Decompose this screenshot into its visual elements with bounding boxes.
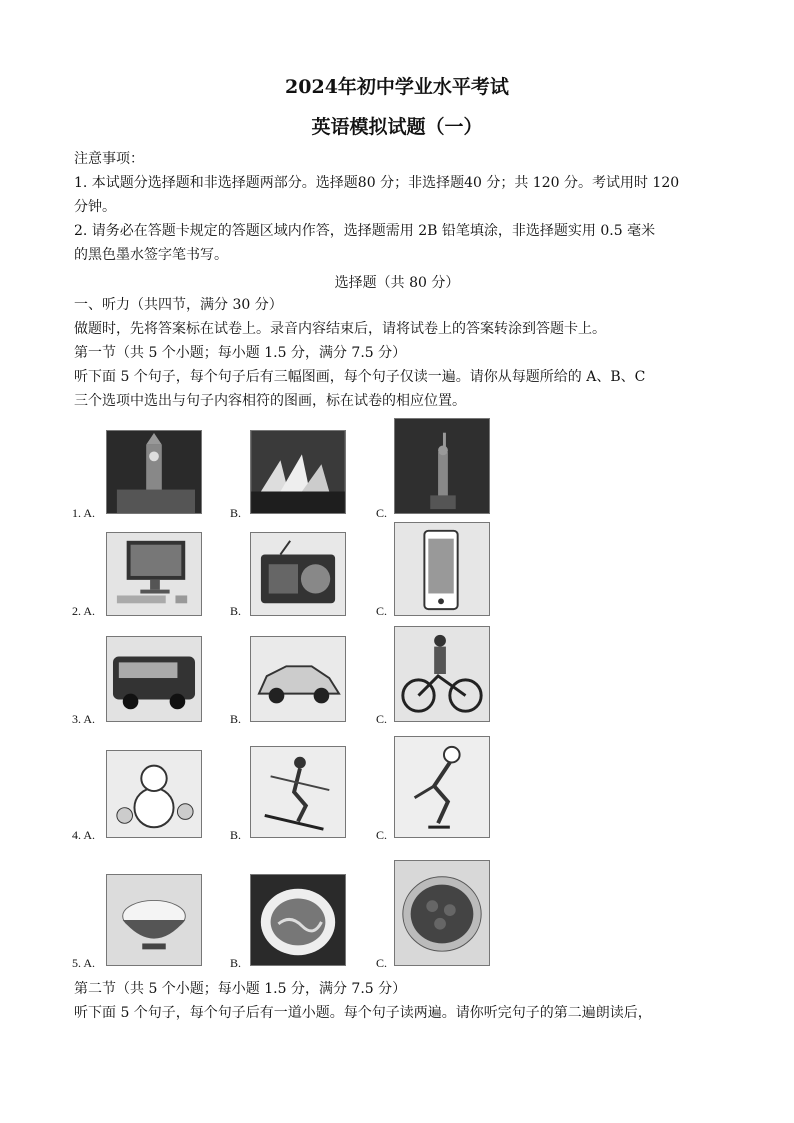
notes-heading: 注意事项： xyxy=(74,151,144,167)
listening-heading: 一、听力（共四节，满分 30 分） xyxy=(74,297,283,313)
part1-heading: 第一节（共 5 个小题；每小题 1.5 分，满分 7.5 分） xyxy=(74,345,407,361)
part1-instruction-1: 听下面 5 个句子，每个句子后有三幅图画，每个句子仅读一遍。请你从每题所给的 A、B、C xyxy=(74,369,646,385)
part1-instruction-2: 三个选项中选出与句子内容相符的图画，标在试卷的相应位置。 xyxy=(74,393,466,409)
phone-icon xyxy=(394,522,490,616)
computer-icon xyxy=(106,532,202,616)
section-choice-heading: 选择题（共 80 分） xyxy=(334,275,460,291)
q1-option-b-label: B. xyxy=(230,506,242,520)
q4-option-a-label: 4. A. xyxy=(72,828,96,842)
q4-option-c-label: C. xyxy=(376,828,388,842)
q3-option-b-label: B. xyxy=(230,712,242,726)
statue-of-liberty-icon xyxy=(394,418,490,514)
q2-option-b-label: B. xyxy=(230,604,242,618)
page-subtitle: 英语模拟试题（一） xyxy=(311,116,483,138)
note-1-line-2: 分钟。 xyxy=(74,199,116,215)
opera-house-icon xyxy=(250,430,346,514)
radio-icon xyxy=(250,532,346,616)
dumplings-icon xyxy=(394,860,490,966)
page-title: 2024年初中学业水平考试 xyxy=(285,76,509,98)
note-2-line-1: 2. 请务必在答题卡规定的答题区域内作答，选择题需用 2B 铅笔填涂，非选择题实用 0.5 毫米 xyxy=(74,223,656,239)
skier-icon xyxy=(250,746,346,838)
skater-icon xyxy=(394,736,490,838)
bus-icon xyxy=(106,636,202,722)
q4-option-b-label: B. xyxy=(230,828,242,842)
car-icon xyxy=(250,636,346,722)
q2-option-c-label: C. xyxy=(376,604,388,618)
q5-option-a-label: 5. A. xyxy=(72,956,96,970)
note-2-line-2: 的黑色墨水签字笔书写。 xyxy=(74,247,228,263)
q1-option-a-label: 1. A. xyxy=(72,506,96,520)
part2-instruction-1: 听下面 5 个句子，每个句子后有一道小题。每个句子读两遍。请你听完句子的第二遍朗读后， xyxy=(74,1005,652,1021)
rice-bowl-icon xyxy=(106,874,202,966)
big-ben-icon xyxy=(106,430,202,514)
q5-option-c-label: C. xyxy=(376,956,388,970)
note-1-line-1: 1. 本试题分选择题和非选择题两部分。选择题80 分；非选择题40 分；共 120 分。考试用时 120 xyxy=(74,175,680,191)
part2-heading: 第二节（共 5 个小题；每小题 1.5 分，满分 7.5 分） xyxy=(74,981,407,997)
q5-option-b-label: B. xyxy=(230,956,242,970)
snowman-icon xyxy=(106,750,202,838)
listening-instruction: 做题时，先将答案标在试卷上。录音内容结束后，请将试卷上的答案转涂到答题卡上。 xyxy=(74,321,606,337)
bicycle-icon xyxy=(394,626,490,722)
q1-option-c-label: C. xyxy=(376,506,388,520)
q3-option-a-label: 3. A. xyxy=(72,712,96,726)
q2-option-a-label: 2. A. xyxy=(72,604,96,618)
noodles-icon xyxy=(250,874,346,966)
q3-option-c-label: C. xyxy=(376,712,388,726)
